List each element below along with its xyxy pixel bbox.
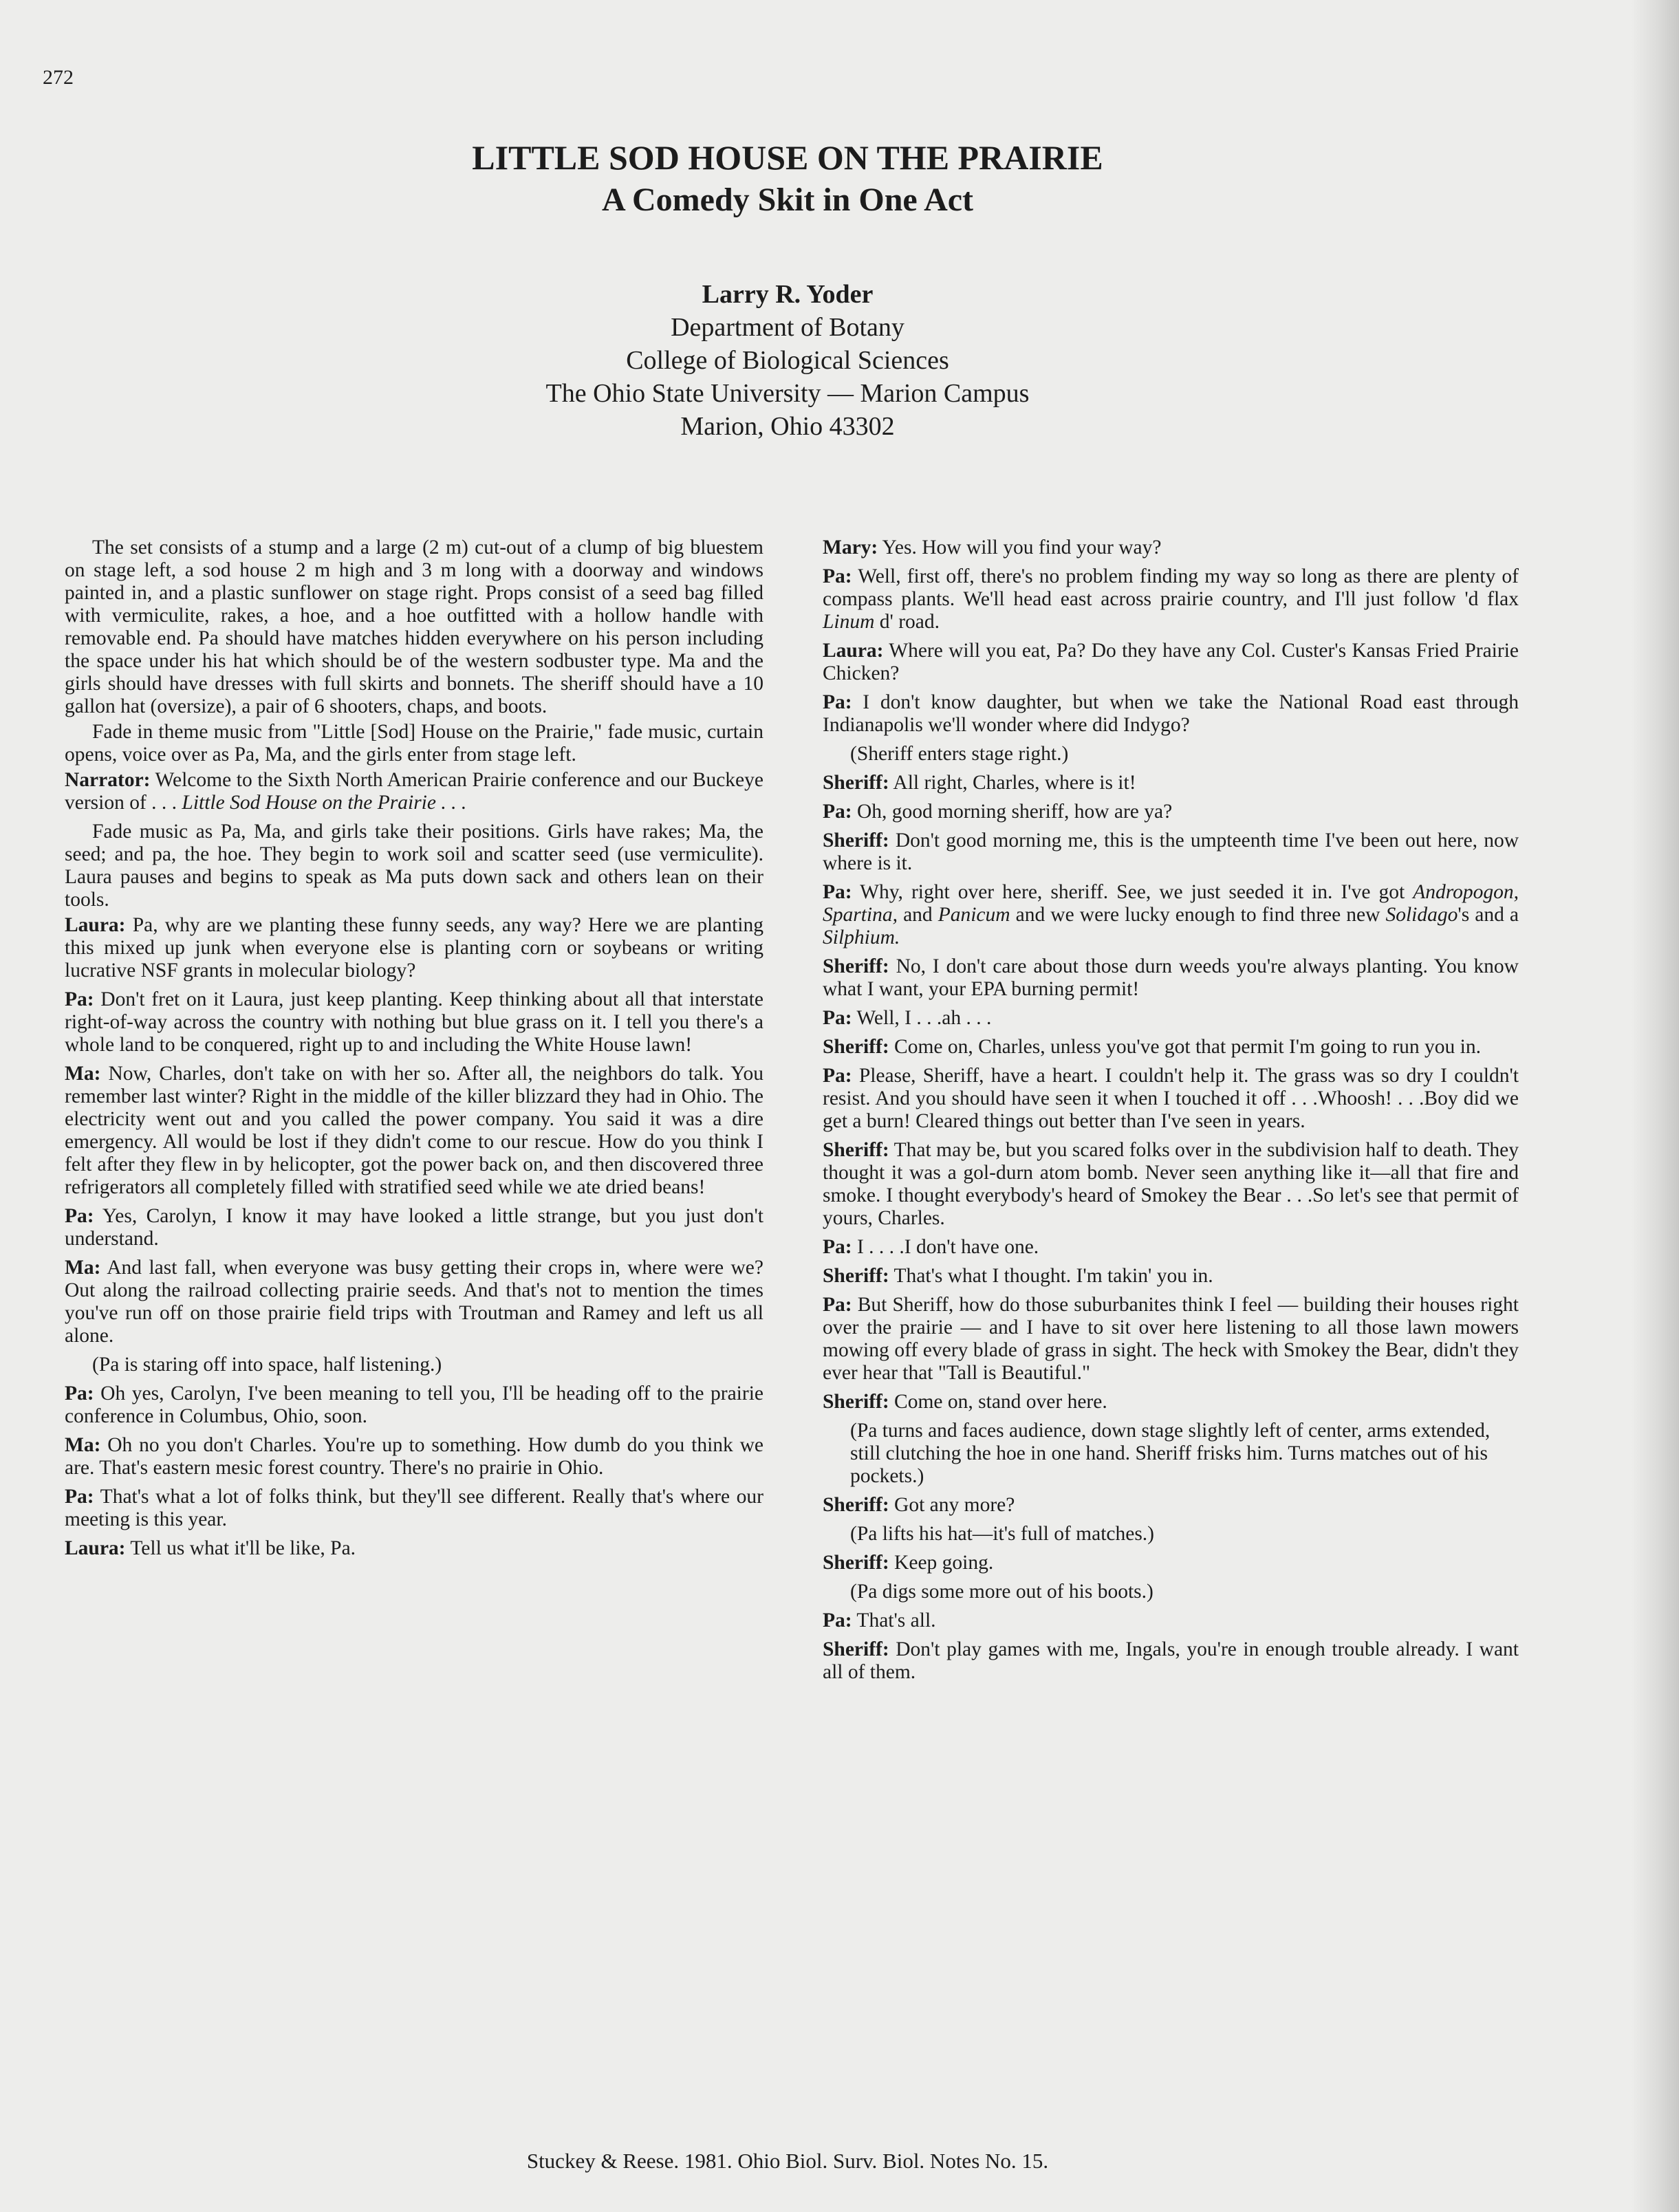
- dialogue-line: [823, 772, 1519, 794]
- speaker-label: Ma:: [65, 1063, 101, 1085]
- article-title: LITTLE SOD HOUSE ON THE PRAIRIE: [472, 138, 1103, 177]
- dialogue-text: and we were lucky enough to find three new: [1010, 904, 1386, 926]
- dialogue-text: Don't fret on it Laura, just keep planting. Keep thinking about all that interstate right-of-way across the country with nothing but blue grass on it. I tell you there's a whole land to be conquered, right up to and including the White House lawn!: [65, 988, 763, 1056]
- dialogue-text: That may be, but you scared folks over in the subdivision half to death. They thought it was a gol-durn atom bomb. Never seen anything like it—all that fire and smoke. I thought everybody's heard of Smokey the Bear . . .So let's see that permit of yours, Charles.: [823, 1139, 1519, 1229]
- author-university: The Ohio State University — Marion Campus: [545, 379, 1030, 408]
- dialogue-line: [65, 988, 763, 1056]
- dialogue-line: [823, 1007, 1519, 1030]
- right-column: [823, 536, 1519, 1690]
- author-name: Larry R. Yoder: [702, 280, 874, 309]
- dialogue-line: [823, 1552, 1519, 1574]
- dialogue-line: [823, 1494, 1519, 1517]
- dialogue-line: [823, 955, 1519, 1001]
- dialogue-text: Oh yes, Carolyn, I've been meaning to tell you, I'll be heading off to the prairie conference in Columbus, Ohio, soon.: [65, 1382, 763, 1427]
- dialogue-text: Yes. How will you find your way?: [878, 536, 1162, 559]
- dialogue-text: Yes, Carolyn, I know it may have looked a little strange, but you just don't understand.: [65, 1205, 763, 1250]
- dialogue-text: Why, right over here, sheriff. See, we just seeded it in. I've got: [852, 881, 1413, 903]
- stage-direction: (Pa turns and faces audience, down stage slightly left of center, arms extended, still clutching the hoe in one hand. Sheriff frisks him. Turns matches out of his pockets.): [850, 1420, 1491, 1487]
- speaker-label: Pa:: [65, 1486, 94, 1508]
- dialogue-line: [823, 1139, 1519, 1230]
- dialogue-line: [823, 1638, 1519, 1684]
- dialogue-line: [823, 830, 1519, 875]
- speaker-label: Laura:: [823, 640, 884, 662]
- speaker-label: Pa:: [823, 565, 852, 587]
- dialogue-italic: Solidago: [1385, 904, 1458, 926]
- dialogue-line: [823, 691, 1519, 737]
- dialogue-line: [823, 1609, 1519, 1632]
- dialogue-text: Pa, why are we planting these funny seeds, any way? Here we are planting this mixed up junk when everyone else is planting corn or soybeans or writing lucrative NSF grants in molecular biology?: [65, 914, 763, 982]
- dialogue-line: [65, 1382, 763, 1428]
- stage-direction: (Sheriff enters stage right.): [850, 743, 1069, 765]
- dialogue-text: Oh no you don't Charles. You're up to something. How dumb do you think we are. That's eastern mesic forest country. There's no prairie in Ohio.: [65, 1434, 763, 1479]
- dialogue-text: But Sheriff, how do those suburbanites think I feel — building their houses right over the prairie — and I have to sit over here listening to all those lawn mowers mowing off every blade of grass in sight. The heck with Smokey the Bear, didn't they ever hear that "Tall is Beautiful.": [823, 1294, 1519, 1384]
- speaker-label: Laura:: [65, 914, 126, 936]
- dialogue-text: Don't play games with me, Ingals, you're in enough trouble already. I want all of them.: [823, 1638, 1519, 1683]
- dialogue-line: [823, 640, 1519, 685]
- speaker-label: Ma:: [65, 1434, 101, 1456]
- dialogue-line: [823, 536, 1519, 559]
- dialogue-text: d' road.: [874, 611, 940, 633]
- dialogue-text: Now, Charles, don't take on with her so. After all, the neighbors do talk. You remember last winter? Right in the middle of the killer blizzard they had in Ohio. The electricity went out and you called the power company. You said it was a dire emergency. All would be lost if they didn't come to our rescue. How do you think I felt after they flew in by helicopter, got the power back on, and then discovered three refrigerators all completely filled with stratified seed while we ate dried beans!: [65, 1063, 763, 1198]
- dialogue-line: [65, 914, 763, 982]
- dialogue-text: I don't know daughter, but when we take the National Road east through Indianapolis we'll wonder where did Indygo?: [823, 691, 1519, 736]
- stage-direction: (Pa digs some more out of his boots.): [850, 1581, 1153, 1603]
- speaker-label: Sheriff:: [823, 830, 889, 852]
- speaker-label: Pa:: [823, 1609, 852, 1631]
- speaker-label: Pa:: [823, 881, 852, 903]
- dialogue-line: [823, 801, 1519, 823]
- dialogue-text: Well, first off, there's no problem finding my way so long as there are plenty of compass plants. We'll head east across prairie country, and I'll just follow 'd flax: [823, 565, 1519, 610]
- stage-direction: (Pa lifts his hat—it's full of matches.): [850, 1523, 1155, 1545]
- dialogue-line: [65, 1257, 763, 1347]
- speaker-label: Pa:: [65, 1205, 94, 1227]
- dialogue-text: That's what I thought. I'm takin' you in.: [889, 1265, 1213, 1287]
- dialogue-line: [823, 565, 1519, 633]
- dialogue-italic: Andropogon, Spartina,: [823, 881, 1519, 926]
- speaker-label: Pa:: [823, 801, 852, 823]
- speaker-label: Mary:: [823, 536, 878, 559]
- dialogue-line: [65, 769, 763, 814]
- dialogue-italic: Little Sod House on the Prairie . . .: [182, 792, 467, 814]
- dialogue-text: Tell us what it'll be like, Pa.: [125, 1537, 356, 1559]
- set-description: The set consists of a stump and a large (2 m) cut-out of a clump of big bluestem on stage left, a sod house 2 m high and 3 m long with a doorway and windows painted in, and a plastic sunflower on stage right. Props consist of a seed bag filled with vermiculite, rakes, a hoe, and a hoe outfitted with a hollow handle with removable end. Pa should have matches hidden everywhere on his person including the space under his hat which should be of the western sodbuster type. Ma and the girls should have dresses with full skirts and bonnets. The sheriff should have a 10 gallon hat (oversize), a pair of 6 shooters, chaps, and boots.: [65, 536, 763, 717]
- dialogue-line: [823, 1391, 1519, 1413]
- speaker-label: Sheriff:: [823, 1036, 889, 1058]
- dialogue-line: [65, 1537, 763, 1560]
- speaker-label: Pa:: [823, 1007, 852, 1029]
- speaker-label: Laura:: [65, 1537, 126, 1559]
- speaker-label: Sheriff:: [823, 1638, 889, 1660]
- dialogue-line: [823, 1294, 1519, 1385]
- dialogue-text: Come on, stand over here.: [889, 1391, 1107, 1413]
- citation-footer: Stuckey & Reese. 1981. Ohio Biol. Surv. Biol. Notes No. 15.: [526, 2149, 1049, 2173]
- stage-direction: (Pa is staring off into space, half listening.): [92, 1354, 442, 1376]
- speaker-label: Sheriff:: [823, 1494, 889, 1516]
- speaker-label: Ma:: [65, 1257, 101, 1279]
- dialogue-text: and: [898, 904, 938, 926]
- speaker-label: Pa:: [823, 1294, 852, 1316]
- author-city: Marion, Ohio 43302: [680, 412, 895, 441]
- speaker-label: Sheriff:: [823, 1265, 889, 1287]
- stage-direction: Fade in theme music from "Little [Sod] House on the Prairie," fade music, curtain opens, voice over as Pa, Ma, and the girls enter from stage left.: [65, 721, 763, 766]
- dialogue-line: [823, 1036, 1519, 1059]
- speaker-label: Sheriff:: [823, 1391, 889, 1413]
- speaker-label: Sheriff:: [823, 955, 889, 977]
- dialogue-text: And last fall, when everyone was busy getting their crops in, where were we? Out along the railroad collecting prairie seeds. And that's not to mention the times you've run off on those prairie field trips with Troutman and Ramey and left us all alone.: [65, 1257, 763, 1347]
- dialogue-text: 's and a: [1458, 904, 1519, 926]
- speaker-label: Sheriff:: [823, 1552, 889, 1574]
- article-subtitle: A Comedy Skit in One Act: [601, 182, 974, 218]
- dialogue-text: Keep going.: [889, 1552, 994, 1574]
- dialogue-italic: Panicum: [938, 904, 1010, 926]
- dialogue-text: That's what a lot of folks think, but they'll see different. Really that's where our meeting is this year.: [65, 1486, 763, 1530]
- page-edge-shadow: [1631, 0, 1679, 2212]
- dialogue-italic: Linum: [823, 611, 875, 633]
- author-affiliation: [0, 278, 1575, 443]
- article-header: [0, 136, 1575, 443]
- speaker-label: Pa:: [65, 1382, 94, 1405]
- dialogue-line: [65, 1063, 763, 1199]
- dialogue-line: [823, 1065, 1519, 1133]
- dialogue-text: I . . . .I don't have one.: [852, 1236, 1039, 1258]
- dialogue-text: All right, Charles, where is it!: [889, 772, 1136, 794]
- dialogue-line: [823, 1236, 1519, 1259]
- page-number: 272: [43, 66, 74, 89]
- speaker-label: Narrator:: [65, 769, 151, 791]
- speaker-label: Pa:: [823, 691, 852, 713]
- speaker-label: Pa:: [65, 988, 94, 1010]
- dialogue-text: Come on, Charles, unless you've got that permit I'm going to run you in.: [889, 1036, 1481, 1058]
- dialogue-text: Where will you eat, Pa? Do they have any Col. Custer's Kansas Fried Prairie Chicken?: [823, 640, 1519, 684]
- dialogue-text: Got any more?: [889, 1494, 1015, 1516]
- dialogue-text: Oh, good morning sheriff, how are ya?: [852, 801, 1173, 823]
- dialogue-text: Welcome to the Sixth North American Prairie conference and our Buckeye version of . . .: [65, 769, 763, 814]
- stage-direction: Fade music as Pa, Ma, and girls take their positions. Girls have rakes; Ma, the seed; and pa, the hoe. They begin to work soil and scatter seed (use vermiculite). Laura pauses and begins to speak as Ma puts down sack and others lean on their tools.: [65, 821, 763, 911]
- dialogue-text: No, I don't care about those durn weeds you're always planting. You know what I want, your EPA burning permit!: [823, 955, 1519, 1000]
- dialogue-line: [823, 881, 1519, 949]
- left-column: [65, 536, 763, 1566]
- speaker-label: Sheriff:: [823, 772, 889, 794]
- dialogue-text: Please, Sheriff, have a heart. I couldn't help it. The grass was so dry I couldn't resist. And you should have seen it when I touched it off . . .Whoosh! . . .Boy did we get a burn! Cleared things out better than I've seen in years.: [823, 1065, 1519, 1132]
- dialogue-line: [65, 1205, 763, 1250]
- speaker-label: Sheriff:: [823, 1139, 889, 1161]
- speaker-label: Pa:: [823, 1065, 852, 1087]
- dialogue-line: [65, 1486, 763, 1531]
- dialogue-italic: Silphium.: [823, 926, 900, 948]
- dialogue-line: [823, 1265, 1519, 1288]
- author-college: College of Biological Sciences: [626, 346, 949, 375]
- dialogue-text: That's all.: [852, 1609, 936, 1631]
- author-department: Department of Botany: [671, 313, 905, 342]
- dialogue-text: Well, I . . .ah . . .: [852, 1007, 992, 1029]
- speaker-label: Pa:: [823, 1236, 852, 1258]
- dialogue-text: Don't good morning me, this is the umpteenth time I've been out here, now where is it.: [823, 830, 1519, 874]
- dialogue-line: [65, 1434, 763, 1479]
